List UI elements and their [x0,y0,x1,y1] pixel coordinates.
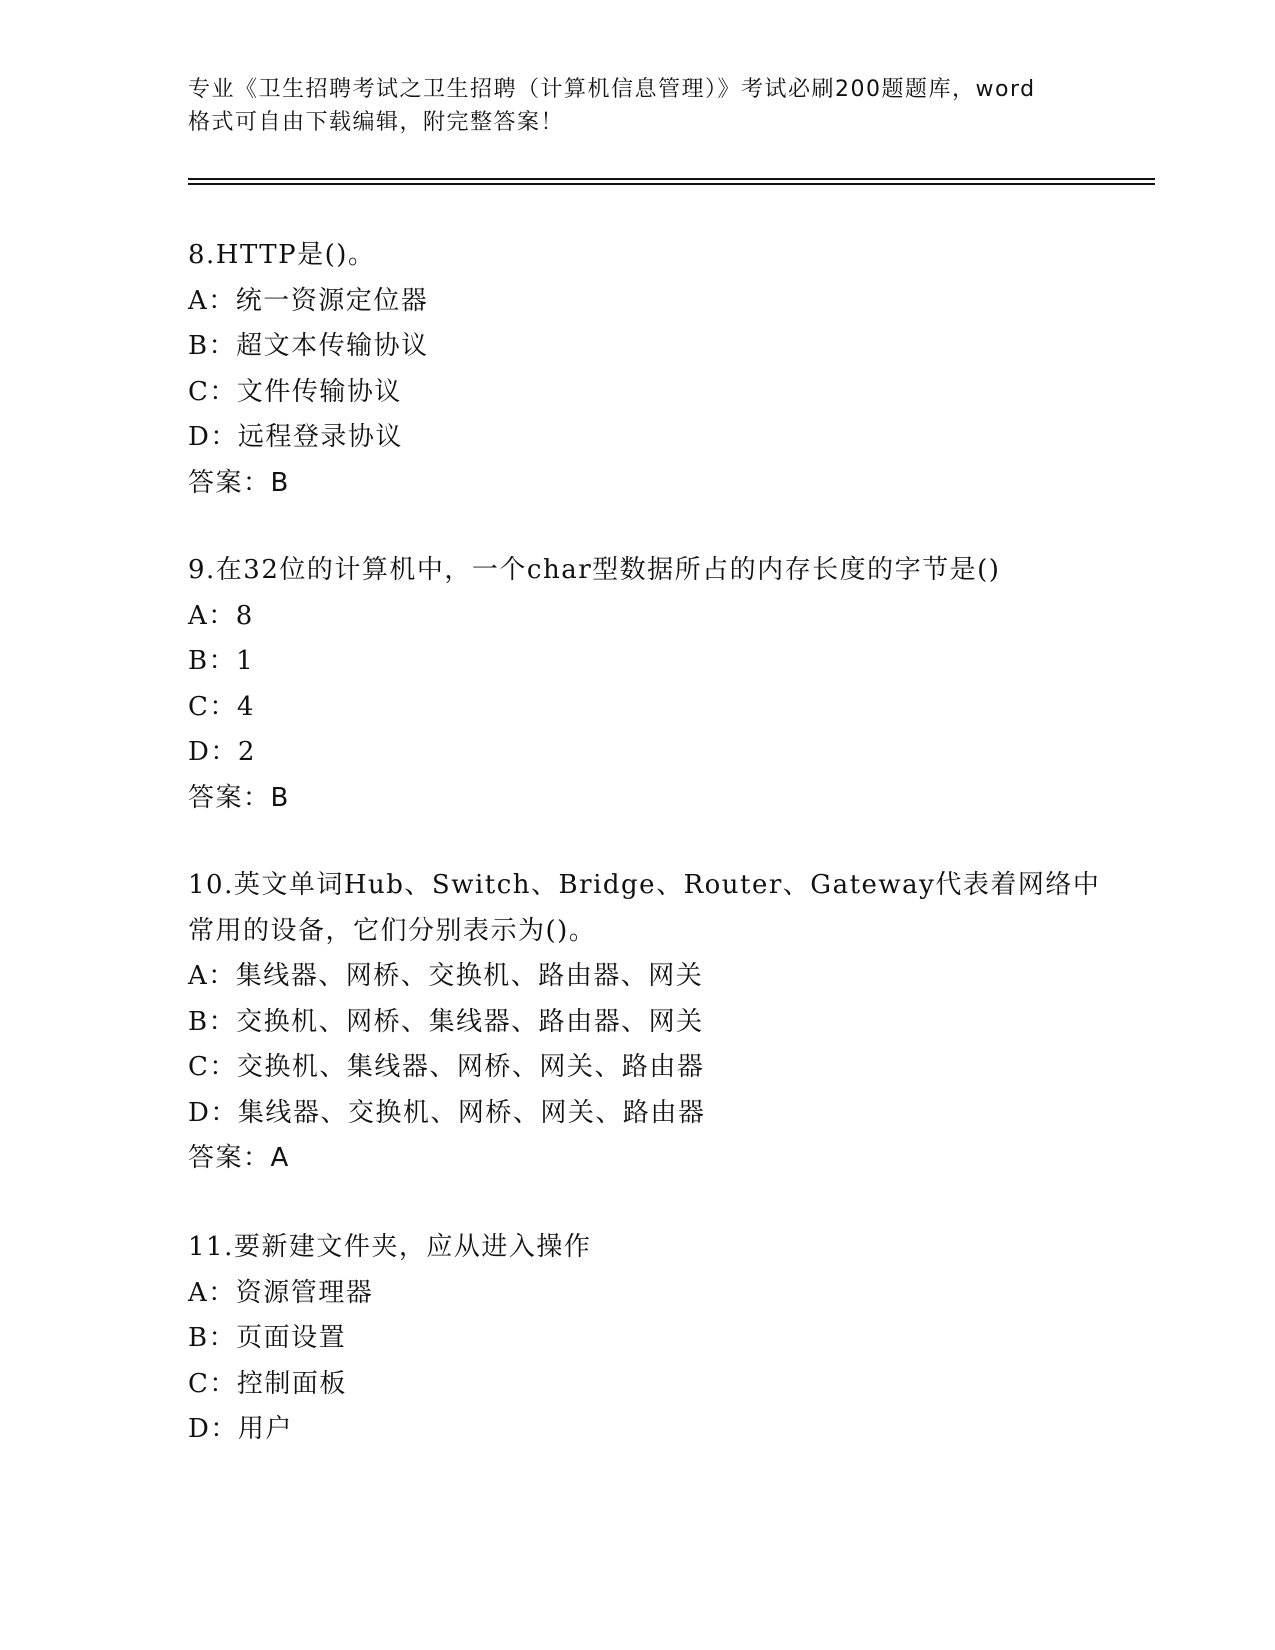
question-8 [188,233,1088,506]
option-b: B：超文本传输协议 [188,331,429,361]
question-stem: 8.HTTP是()。 [188,240,376,270]
header-line-1: 专业《卫生招聘考试之卫生招聘（计算机信息管理）》考试必刷200题题库，word [188,77,1036,102]
question-stem-line-2: 常用的设备，它们分别表示为()。 [188,915,597,946]
option-d: D：用户 [188,1414,293,1444]
question-10 [188,863,1101,1182]
question-9 [188,548,1088,821]
answer-label: 答案：A [188,1143,290,1173]
option-a: A：统一资源定位器 [188,285,429,316]
header-line-2: 格式可自由下载编辑，附完整答案！ [188,110,565,135]
option-a: A：8 [188,600,254,631]
option-b: B：交换机、网桥、集线器、路由器、网关 [188,1006,704,1037]
option-a: A：资源管理器 [188,1277,374,1308]
option-b: B：页面设置 [188,1323,347,1353]
option-c: C：交换机、集线器、网桥、网关、路由器 [188,1052,705,1082]
header-divider-top [188,178,1155,180]
question-stem: 11.要新建文件夹，应从进入操作 [188,1232,592,1262]
option-d: D：集线器、交换机、网桥、网关、路由器 [188,1097,706,1128]
answer-label: 答案：B [188,467,290,498]
question-11 [188,1225,1088,1453]
option-d: D：2 [188,737,256,767]
answer-label: 答案：B [188,782,290,813]
option-c: C：4 [188,691,255,722]
option-c: C：文件传输协议 [188,376,402,407]
document-header [188,73,1088,139]
question-stem-line-1: 10.英文单词Hub、Switch、Bridge、Router、Gateway代表着网络中 [188,870,1101,900]
question-stem: 9.在32位的计算机中，一个char型数据所占的内存长度的字节是() [188,555,1001,585]
option-d: D：远程登录协议 [188,422,403,452]
option-a: A：集线器、网桥、交换机、路由器、网关 [188,961,704,991]
header-divider-bottom [188,183,1155,185]
option-b: B：1 [188,646,255,676]
option-c: C：控制面板 [188,1368,347,1399]
